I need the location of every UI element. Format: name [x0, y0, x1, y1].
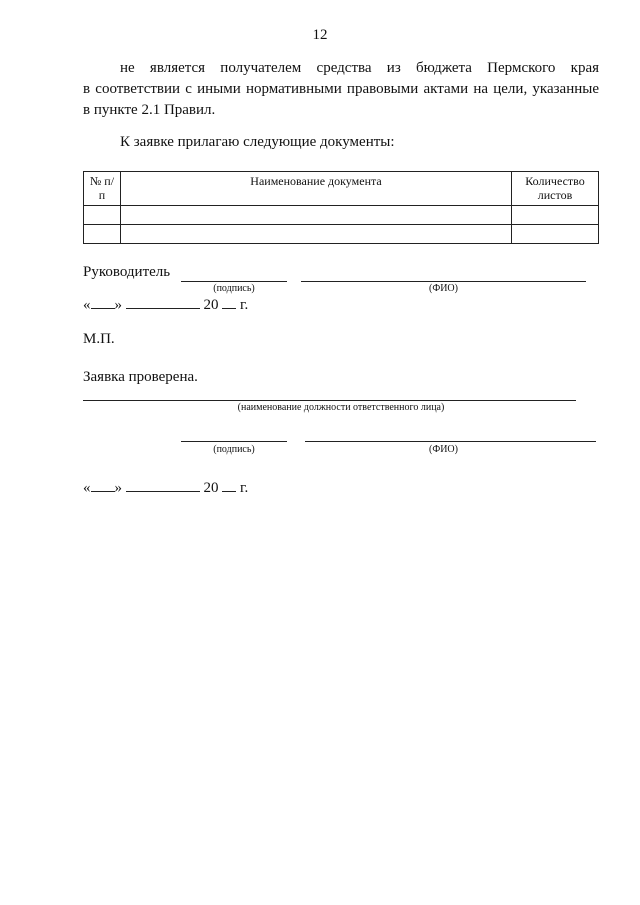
- paragraph-line-3: в пункте 2.1 Правил.: [83, 102, 216, 118]
- table-row: [84, 206, 599, 225]
- head-signature-line: [181, 281, 287, 282]
- table-cell-number: [84, 206, 121, 225]
- checker-signature-caption: (подпись): [213, 444, 255, 455]
- year-suffix: г.: [240, 297, 249, 313]
- intro-paragraph: [83, 58, 599, 121]
- header-sheet-count: Количество листов: [512, 172, 599, 206]
- head-signature-caption: (подпись): [213, 283, 255, 294]
- table-header-row: [84, 172, 599, 206]
- month-blank: [126, 296, 200, 309]
- year-blank: [222, 296, 236, 309]
- table-row: [84, 225, 599, 244]
- checker-name-caption: (ФИО): [428, 444, 458, 455]
- month-blank: [126, 479, 200, 492]
- stamp-label: М.П.: [83, 331, 115, 347]
- head-label: Руководитель: [83, 264, 171, 280]
- day-blank: [91, 296, 115, 309]
- head-name-caption: (ФИО): [428, 283, 458, 294]
- page-number: 12: [312, 27, 328, 43]
- table-cell-number: [84, 225, 121, 244]
- position-line: [83, 400, 576, 401]
- date-field-2: [83, 479, 248, 497]
- table-cell-name: [120, 225, 511, 244]
- year-blank: [222, 479, 236, 492]
- head-name-line: [301, 281, 586, 282]
- table-cell-count: [512, 206, 599, 225]
- table-cell-name: [120, 206, 511, 225]
- header-document-name: Наименование документа: [120, 172, 511, 206]
- documents-table: [83, 171, 599, 244]
- paragraph-line-2: в соответствии с иными нормативными правовыми актами на цели, указанные: [83, 81, 599, 97]
- attachments-intro: К заявке прилагаю следующие документы:: [120, 134, 395, 150]
- position-caption: (наименование должности ответственного лица): [237, 402, 445, 413]
- date-close-quote: »: [114, 480, 122, 496]
- table-cell-count: [512, 225, 599, 244]
- paragraph-line-1: не является получателем средства из бюджета Пермского края: [120, 60, 599, 76]
- date-open-quote: «: [83, 480, 91, 496]
- date-open-quote: «: [83, 297, 91, 313]
- header-number: № п/п: [84, 172, 121, 206]
- date-field-1: [83, 296, 248, 314]
- year-prefix: 20: [203, 297, 219, 313]
- year-prefix: 20: [203, 480, 219, 496]
- year-suffix: г.: [240, 480, 249, 496]
- checker-signature-line: [181, 441, 287, 442]
- checked-label: Заявка проверена.: [83, 369, 198, 385]
- checker-name-line: [305, 441, 596, 442]
- date-close-quote: »: [114, 297, 122, 313]
- day-blank: [91, 479, 115, 492]
